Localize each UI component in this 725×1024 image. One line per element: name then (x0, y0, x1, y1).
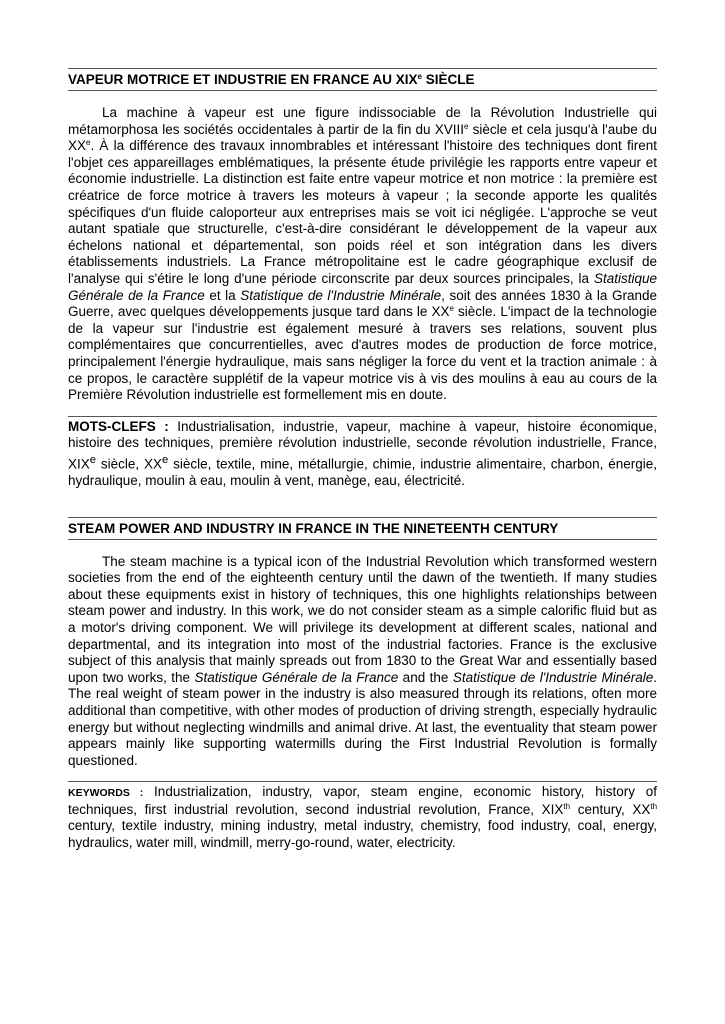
keywords-rule (68, 416, 657, 417)
french-title: VAPEUR MOTRICE ET INDUSTRIE EN FRANCE AU XIXe SIÈCLE (68, 72, 475, 87)
document-page (68, 68, 657, 852)
english-section (68, 517, 657, 852)
title-bottom-rule (68, 90, 657, 91)
french-section (68, 68, 657, 490)
english-title: STEAM POWER AND INDUSTRY IN FRANCE IN THE NINETEENTH CENTURY (68, 520, 559, 536)
english-keywords: KEYWORDS : Industrialization, industry, vapor, steam engine, economic history, history of techniques, first industrial revolution, second industrial revolution, France, XIXth century, XXth century, textile industry, mining industry, metal industry, chemistry, food industry, coal, energy, hydraulics, water mill, windmill, merry-go-round, water, electricity. (68, 784, 658, 851)
english-abstract: The steam machine is a typical icon of the Industrial Revolution which transformed western societies from the end of the eighteenth century until the dawn of the twentieth. If many studies about these equipments exist in history of techniques, this one highlights relationships between steam power and industry. In this work, we do not consider steam as a simple calorific fluid but as a motor's driving component. We will privilege its development at different scales, national and departmental, and its integration into most of the industrial factories. France is the exclusive subject of this analysis that mainly spreads out from 1830 to the Great War and essentially based upon two works, the Statistique Générale de la France and the Statistique de l'Industrie Minérale. The real weight of steam power in the industry is also measured through its relations, often more additional than competitive, with other modes of production of driving strength, especially hydraulic energy but without neglecting windmills and animal drive. At last, the eventuality that steam power appears mainly like supporting watermills during the First Industrial Revolution is formally questioned. (68, 553, 658, 768)
title-top-rule (68, 517, 657, 518)
english-keywords-block (68, 781, 657, 851)
french-keywords: MOTS-CLEFS : Industrialisation, industrie, vapeur, machine à vapeur, histoire économique, histoire des techniques, première révolution industrielle, seconde révolution industrielle, France, XIXe siècle, XXe siècle, textile, mine, métallurgie, chimie, industrie alimentaire, charbon, énergie, hydraulique, moulin à eau, moulin à vent, manège, eau, électricité. (68, 418, 657, 488)
french-abstract: La machine à vapeur est une figure indissociable de la Révolution Industrielle qui métamorphosa les sociétés occidentales à partir de la fin du XVIIIe siècle et cela jusqu'à l'aube du XXe. À la différence des travaux innombrables et intéressant l'histoire des techniques dont firent l'objet ces appareillages emblématiques, la présente étude privilégie les rapports entre vapeur et économie industrielle. La distinction est faite entre vapeur motrice et non motrice : la première est créatrice de force motrice à travers les moteurs à vapeur ; la seconde apporte les qualités spécifiques d'un fluide caloporteur aux entreprises mais se voit ici négligée. L'approche se veut autant spatiale que structurelle, c'est-à-dire considérant le développement de la vapeur aux échelons national et départemental, son poids réel et son intégration dans les divers établissements industriels. La France métropolitaine est le cadre géographique exclusif de l'analyse qui s'étire le long d'une période circonscrite par deux sources principales, la Statistique Générale de la France et la Statistique de l'Industrie Minérale, soit des années 1830 à la Grande Guerre, avec quelques développements jusque tard dans le XXe siècle. L'impact de la technologie de la vapeur sur l'industrie est également mesuré à travers ses relations, souvent plus complémentaires que concurrentielles, avec d'autres modes de production de force motrice, principalement l'énergie hydraulique, mais sans négliger la force du vent et la traction animale : à ce propos, le caractère supplétif de la vapeur motrice vis à vis des moulins à eau au cours de la Première Révolution industrielle est formellement mis en doute. (68, 105, 657, 403)
title-bottom-rule (68, 539, 657, 540)
title-top-rule (68, 68, 657, 69)
keywords-rule (68, 781, 657, 782)
french-keywords-block (68, 416, 657, 490)
